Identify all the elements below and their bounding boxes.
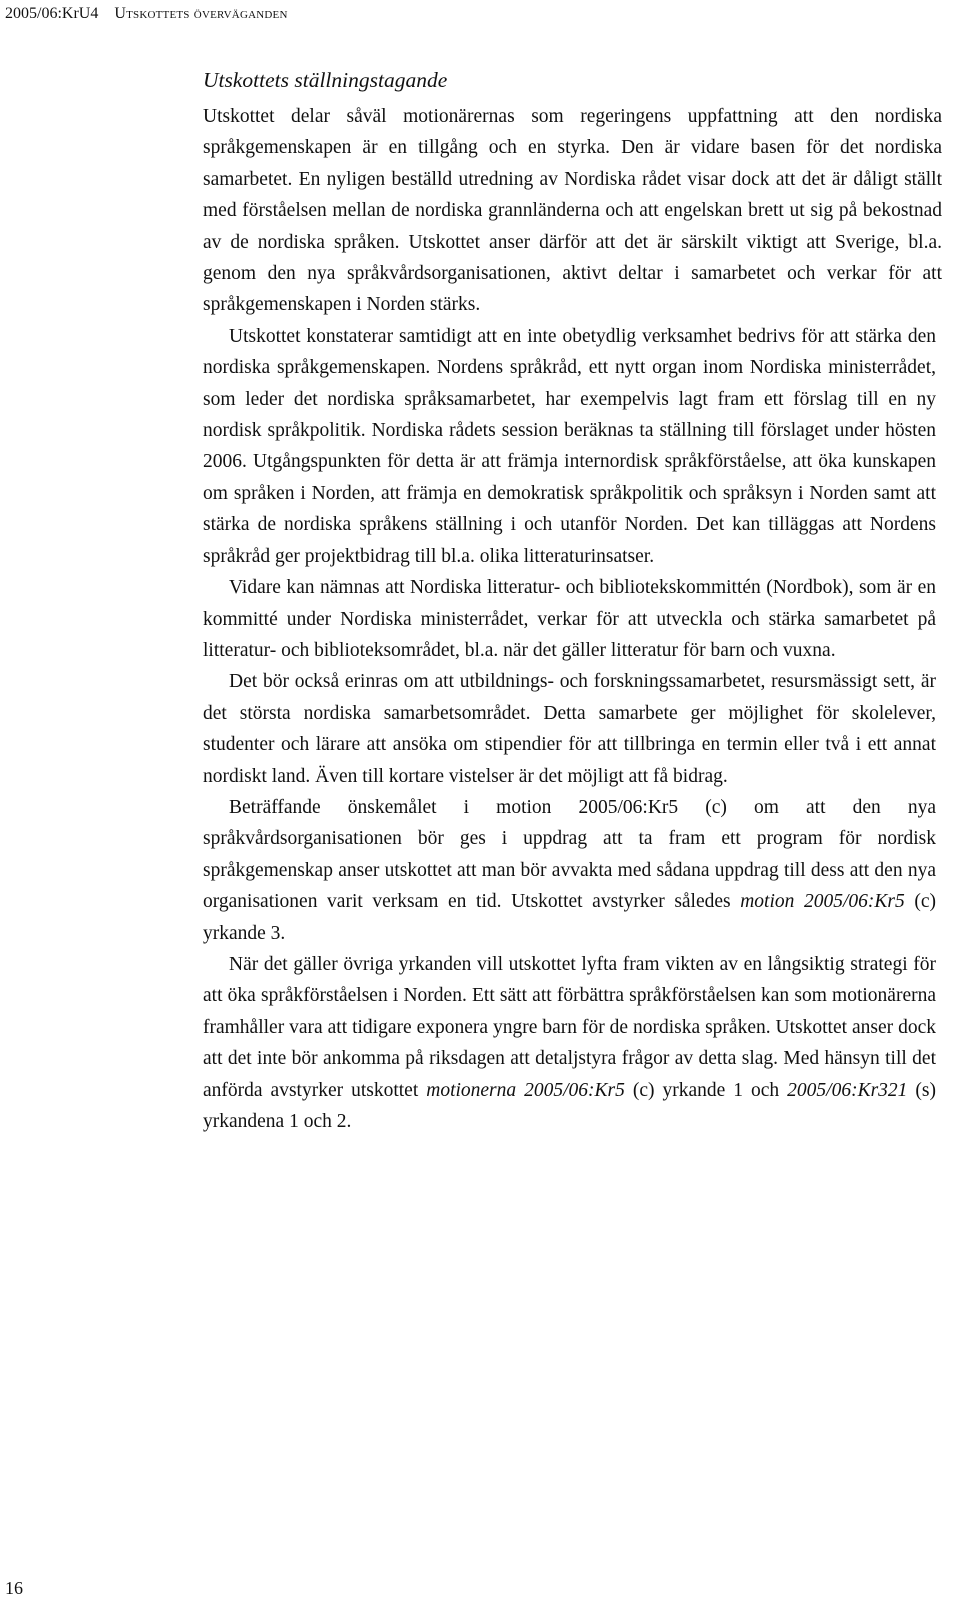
motion-reference: motionerna 2005/06:Kr5: [426, 1079, 625, 1101]
document-id: 2005/06:KrU4: [5, 5, 99, 22]
section-heading: Utskottets ställningstagande: [203, 68, 448, 92]
paragraph-6-text-middle: (c) yrkande 1 och: [624, 1079, 788, 1101]
paragraph-2: Utskottet konstaterar samtidigt att en inte obetydlig verksamhet bedrivs för att stärka den nordiska språkgemenskapen. Nordens språkråd, ett nytt organ inom Nordiska ministerrådet, som leder det nordiska språksamarbetet, har exempelvis lagt fram ett förslag till en ny nordisk språkpolitik. Nordiska rådets session beräknas ta ställning till förslaget under hösten 2006. Utgångspunkten för detta är att främja internordisk språkförståelse, att öka kunskapen om språken i Norden, att främja en demokratisk språkpolitik och språksyn i Norden samt att stärka de nordiska språkens ställning i och utanför Norden. Det kan tilläggas att Nordens språkråd ger projektbidrag till bl.a. olika litteraturinsatser.: [203, 325, 936, 567]
motion-reference: motion 2005/06:Kr5: [740, 891, 905, 913]
paragraph-5-text-before: Beträffande önskemålet i motion 2005/06:Kr5 (c) om att den nya språkvårdsorganisationen bör ges i uppdrag att ta fram ett program för nordisk språkgemenskap anser utskottet att man bör avvakta med sådana uppdrag till dess att den nya organisationen varit verksam en tid. Utskottet avstyrker således: [203, 796, 936, 913]
paragraph-5: [203, 792, 936, 949]
motion-reference: 2005/06:Kr321: [787, 1079, 908, 1101]
paragraph-3: Vidare kan nämnas att Nordiska litteratur- och bibliotekskommittén (Nordbok), som är en kommitté under Nordiska ministerrådet, verkar för att utveckla och stärka samarbetet på litteratur- och biblioteksområdet, bl.a. när det gäller litteratur för barn och vuxna.: [203, 577, 936, 661]
running-title: Utskottets överväganden: [114, 5, 288, 22]
paragraph-4: Det bör också erinras om att utbildnings- och forskningssamarbetet, resursmässigt sett, är det största nordiska samarbetsområdet. Detta samarbete ger möjlighet för skolelever, studenter och lärare att ansöka om stipendier för att tillbringa en termin eller två i ett annat nordiskt land. Även till kortare vistelser är det möjligt att få bidrag.: [203, 671, 936, 787]
paragraph-1: Utskottet delar såväl motionärernas som regeringens uppfattning att den nordiska språkgemenskapen är en tillgång och en styrka. Den är vidare basen för det nordiska samarbetet. En nyligen beställd utredning av Nordiska rådet visar dock att det är dåligt ställt med förståelsen mellan de nordiska grannländerna och att engelskan brett ut sig på bekostnad av de nordiska språken. Utskottet anser därför att det är särskilt viktigt att Sverige, bl.a. genom den nya språkvårdsorganisationen, aktivt deltar i samarbetet och verkar för att språkgemenskapen i Norden stärks.: [203, 106, 942, 316]
paragraph-5-text-after: (c) yrkande 3.: [203, 891, 936, 944]
paragraph-6-text-before: När det gäller övriga yrkanden vill utskottet lyfta fram vikten av en långsiktig strategi för att öka språkförståelsen i Norden. Ett sätt att förbättra språkförståelsen kan som motionärerna framhåller vara att tidigare exponera yngre barn för de nordiska språken. Utskottet anser dock att det inte bör ankomma på riksdagen att detaljstyra frågor av detta slag. Med hänsyn till det anförda avstyrker utskottet: [203, 953, 936, 1101]
page-header: [5, 4, 288, 24]
page-number: 16: [5, 1578, 23, 1598]
paragraph-6-text-after: (s) yrkandena 1 och 2.: [203, 1079, 936, 1132]
paragraph-6: [203, 949, 936, 1137]
main-content: [203, 66, 942, 1137]
